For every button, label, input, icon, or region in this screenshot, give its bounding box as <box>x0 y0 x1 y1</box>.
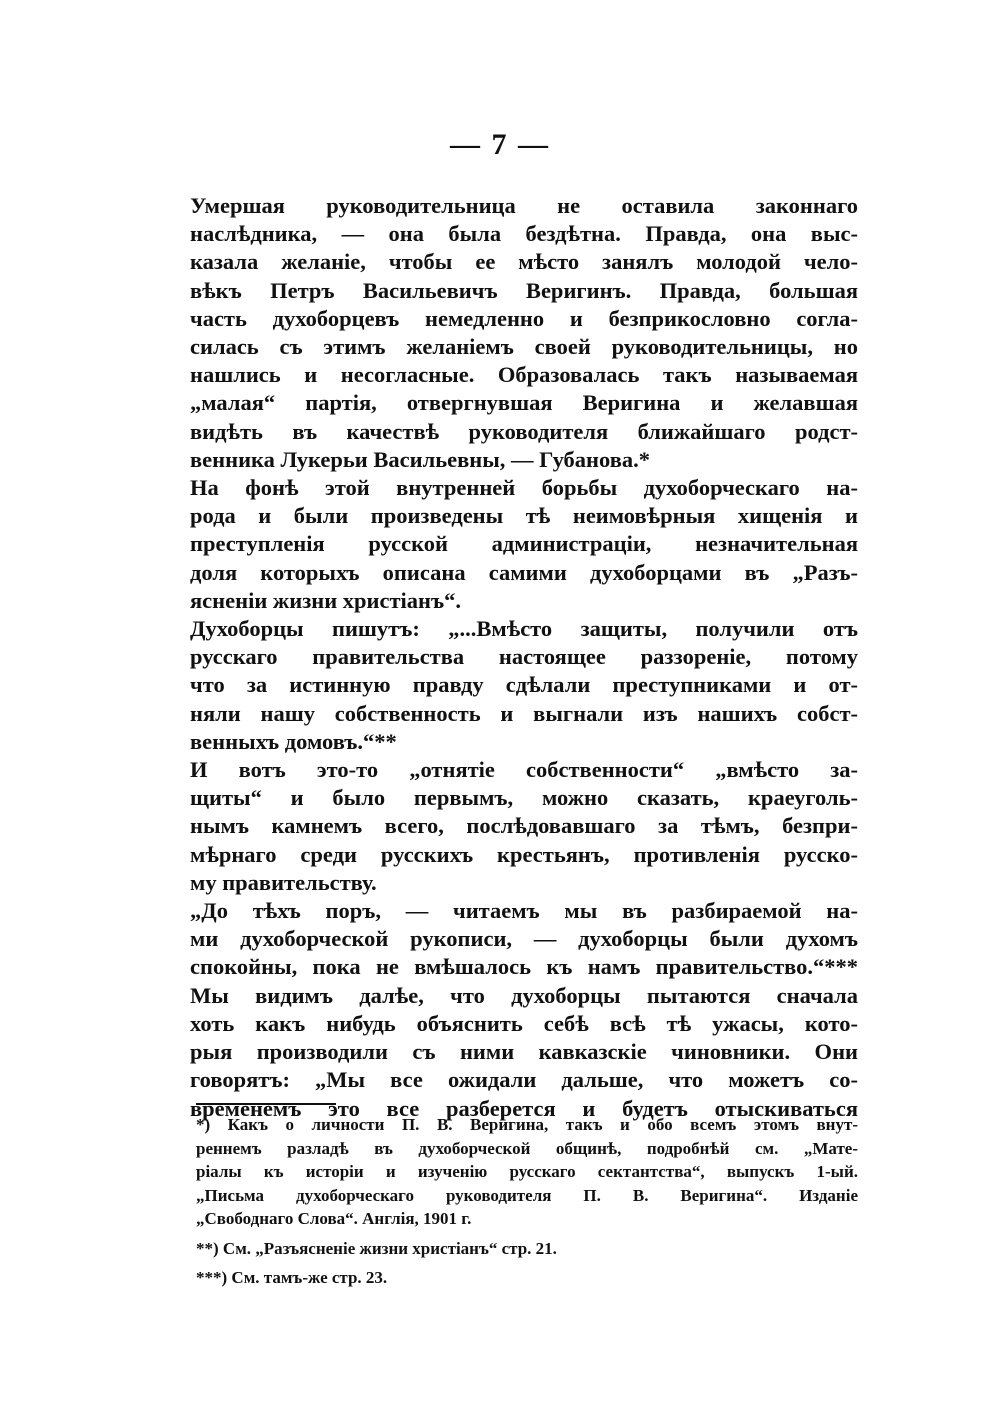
text-line: Умершая руководительница не оставила законнаго <box>190 193 858 218</box>
text-line: доля которыхъ описана самими духоборцами въ „Разъ- <box>190 559 858 585</box>
paragraph <box>190 756 858 897</box>
text-line: нашлись и несогласные. Образовалась такъ называемая <box>190 362 858 388</box>
text-line: му правительству. <box>190 869 377 895</box>
text-line: спокойны, пока не вмѣшалось къ намъ правительство.“*** <box>190 954 858 980</box>
text-line: ясненіи жизни христіанъ“. <box>190 587 462 613</box>
text-line: наслѣдника, — она была бездѣтна. Правда, она выс- <box>190 221 858 247</box>
footnote-line: **) См. „Разъясненіе жизни христіанъ“ стр. 21. <box>196 1238 557 1258</box>
paragraph <box>190 982 858 1123</box>
text-line: Духоборцы пишутъ: „...Вмѣсто защиты, получили отъ <box>190 616 858 642</box>
text-line: вѣкъ Петръ Васильевичъ Веригинъ. Правда, большая <box>190 277 858 303</box>
footnote-divider <box>196 1103 336 1105</box>
text-line: рыя производили съ ними кавказскіе чиновники. Они <box>190 1039 858 1065</box>
paragraph <box>190 897 858 982</box>
footnote <box>196 1266 858 1290</box>
text-line: часть духоборцевъ немедленно и безприкословно согла- <box>190 305 858 331</box>
text-line: ми духоборческой рукописи, — духоборцы были духомъ <box>190 926 858 952</box>
paragraph <box>190 474 858 615</box>
text-line: видѣть въ качествѣ руководителя ближайшаго родст- <box>190 418 858 444</box>
text-line: русскаго правительства настоящее раззореніе, потому <box>190 644 858 670</box>
footnote-line: ***) См. тамъ-же стр. 23. <box>196 1268 388 1287</box>
text-line: силась съ этимъ желаніемъ своей руководительницы, но <box>190 334 858 360</box>
footnote-line: „Письма духоборческаго руководителя П. В. Веригина“. Изданіе <box>196 1185 858 1205</box>
text-line: И вотъ это-то „отнятіе собственности“ „вмѣсто за- <box>190 757 858 783</box>
footnote-line: реннемъ разладѣ въ духоборческой общинѣ, подробнѣй см. „Мате- <box>196 1138 858 1158</box>
text-line: няли нашу собственность и выгнали изъ нашихъ собст- <box>190 700 858 726</box>
text-line: временемъ это все разберется и будетъ отыскиваться <box>190 1095 858 1121</box>
text-line: мѣрнаго среди русскихъ крестьянъ, противленія русско- <box>190 841 858 867</box>
text-line: „малая“ партія, отвергнувшая Веригина и желавшая <box>190 390 858 416</box>
text-line: щиты“ и было первымъ, можно сказать, краеуголь- <box>190 785 858 811</box>
text-line: „До тѣхъ поръ, — читаемъ мы въ разбираемой на- <box>190 898 858 924</box>
footnote-line: *) Какъ о личности П. В. Веригина, такъ и обо всемъ этомъ внут- <box>196 1115 858 1134</box>
footnote-line: „Свободнаго Слова“. Англія, 1901 г. <box>196 1209 472 1228</box>
footnote <box>196 1237 858 1261</box>
main-text <box>190 192 858 1123</box>
footnote <box>196 1113 858 1231</box>
footnote-line: ріалы къ исторіи и изученію русскаго сектантства“, выпускъ 1-ый. <box>196 1162 858 1181</box>
text-line: рода и были произведены тѣ неимовѣрныя хищенія и <box>190 503 858 529</box>
paragraph <box>190 192 858 474</box>
text-line: говорятъ: „Мы все ожидали дальше, что можетъ со- <box>190 1067 858 1093</box>
text-line: хоть какъ нибудь объяснить себѣ всѣ тѣ ужасы, кото- <box>190 1010 858 1036</box>
text-line: нымъ камнемъ всего, послѣдовавшаго за тѣмъ, безпри- <box>190 813 858 839</box>
text-line: На фонѣ этой внутренней борьбы духоборческаго на- <box>190 475 858 501</box>
footnotes <box>196 1113 858 1290</box>
text-line: венныхъ домовъ.“** <box>190 728 397 754</box>
text-line: казала желаніе, чтобы ее мѣсто занялъ молодой чело- <box>190 249 858 275</box>
paragraph <box>190 615 858 756</box>
text-line: что за истинную правду сдѣлали преступниками и от- <box>190 672 858 698</box>
text-line: Мы видимъ далѣе, что духоборцы пытаются сначала <box>190 982 858 1008</box>
text-line: венника Лукерьи Васильевны, — Губанова.* <box>190 446 650 472</box>
page-number: — 7 — <box>450 128 550 161</box>
text-line: преступленія русской администраціи, незначительная <box>190 531 858 557</box>
